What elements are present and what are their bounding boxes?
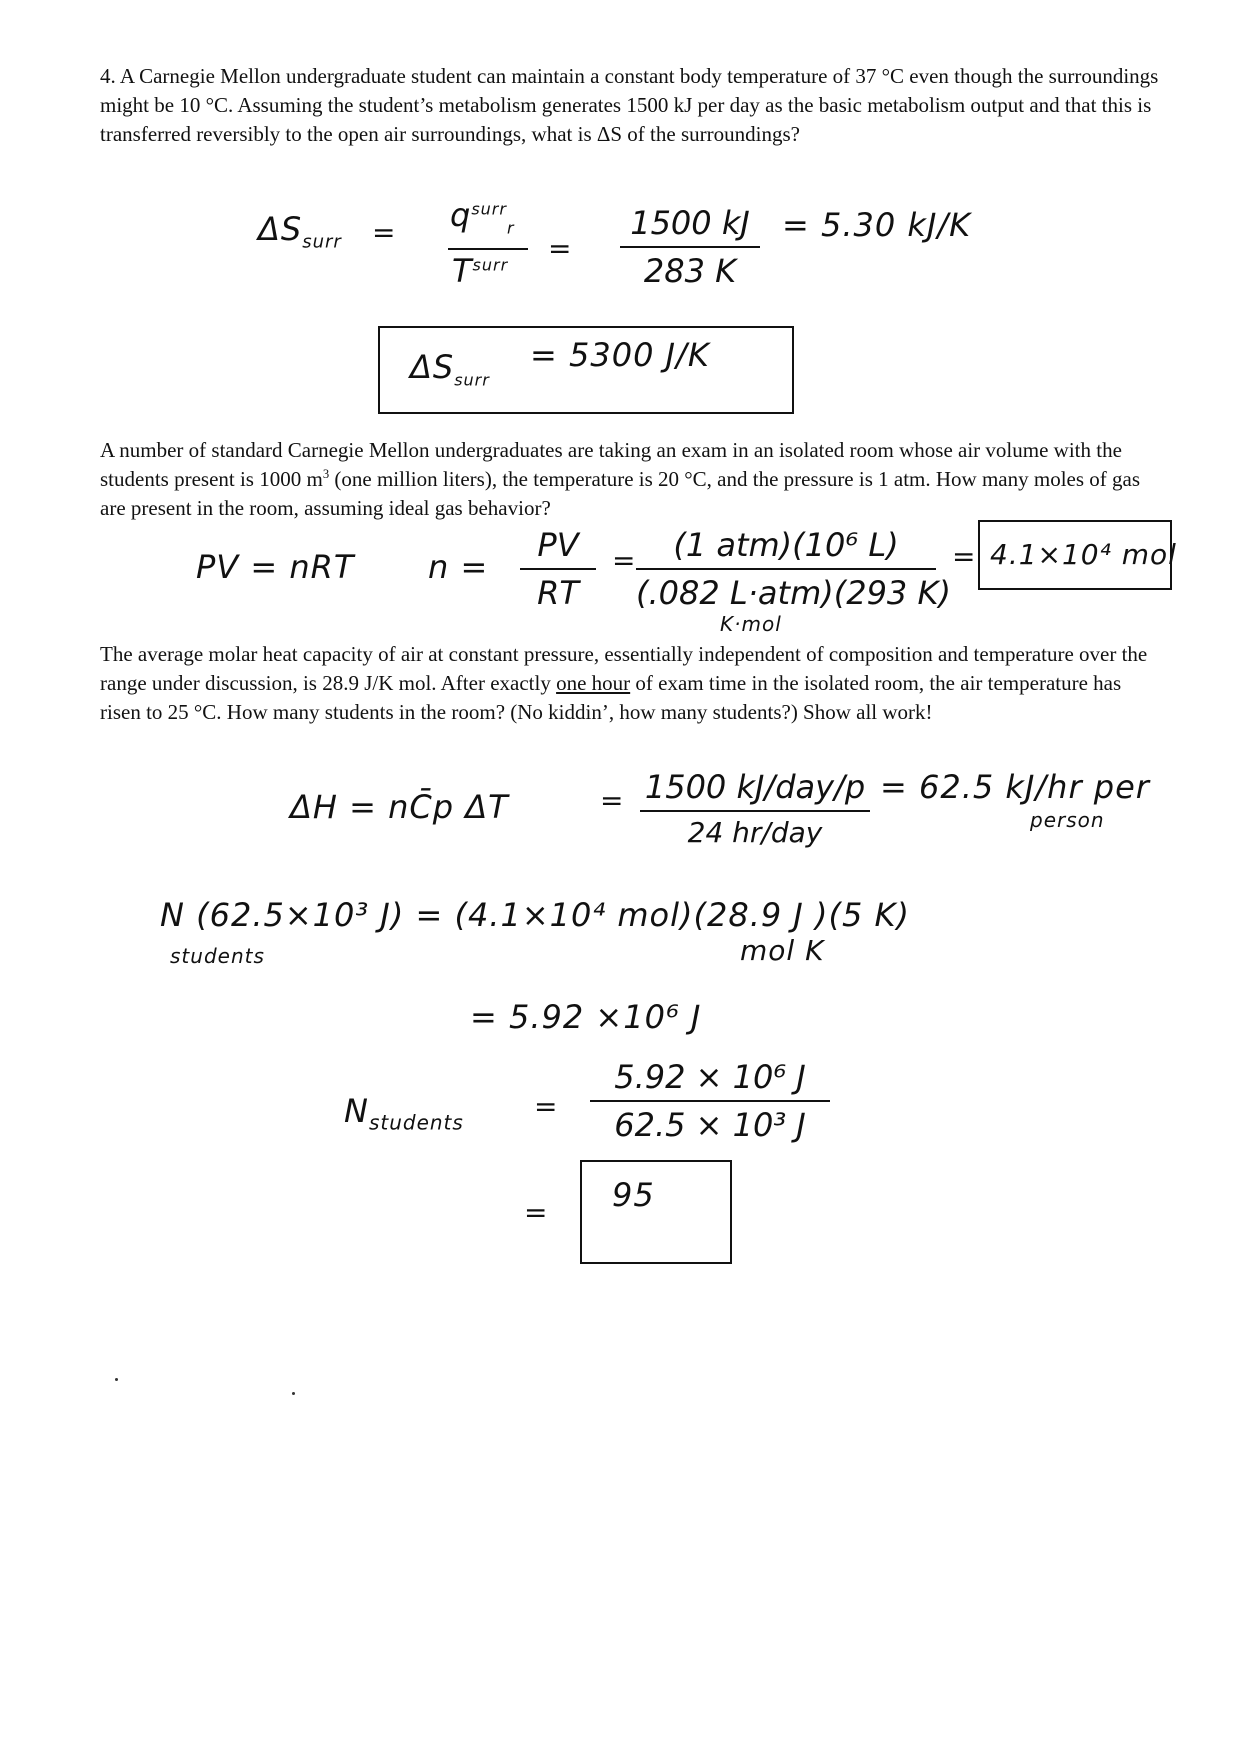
n-equals: n = [428,548,489,586]
n-students-label: $N_{students}$ [344,1092,464,1135]
delta-s-surr-label: $\Delta S_{surr}$ [258,210,342,253]
fraction-moles: (1 atm)(10⁶ L) (.082 L·atm)(293 K) [636,526,951,612]
problem-part2: A number of standard Carnegie Mellon undergraduates are taking an exam in an isolated room whose air volume with the students present is 1000 $m^3$ (one million liters), the temperature is 20 °C, and the pressure is 1 atm. How many moles of gas are present in the room, assuming ideal gas behavior? [100,438,1141,520]
fraction-1500kj-283k: 1500 kJ 283 K [620,204,760,290]
fraction-bar-q-over-t [448,248,528,250]
answer-box-students [580,1160,732,1264]
equals-sign-2: = [548,232,573,265]
result-5-30-kj-k: = 5.30 kJ/K [782,206,972,244]
equals-sign-final: = [524,1196,549,1229]
equals-sign-6: = [534,1090,559,1123]
fraction-pv-rt: PV RT [520,526,596,612]
final-answer: 95 [612,1176,655,1214]
problem-part3: The average molar heat capacity of air at constant pressure, essentially independent of composition and temperature over the range under discussion, is 28.9 J/K mol. After exactly one hour of exam time in the isolated room, the air temperature has risen to 25 °C. How many students in the room? (No kiddin’, how many students?) Show all work! [100,642,1148,724]
unit-k-mol: K·mol [720,612,782,636]
rate-result: = 62.5 kJ/hr per [880,768,1150,806]
moles-result: 4.1×10⁴ mol [990,538,1177,571]
rate-per-person: person [1030,808,1105,832]
q-rev-surr: $q^{surr}_r$ [450,196,515,238]
fraction-rate: 1500 kJ/day/p 24 hr/day [640,768,870,849]
n-students-equation: N (62.5×10³ J) = (4.1×10⁴ mol)(28.9 J )(5 K) [160,896,910,934]
boxed-delta-s-lhs: $\Delta S_{surr}$ [410,348,490,390]
unit-mol-k: mol K [740,934,825,967]
scan-speck [115,1378,118,1381]
equals-sign-3: = [612,544,637,577]
scan-speck [292,1392,295,1395]
t-surr: $T^{surr}$ [452,252,509,290]
equals-sign-1: = [372,216,397,249]
boxed-delta-s-value: = 5300 J/K [530,336,710,374]
total-heat: = 5.92 ×10⁶ J [470,998,702,1036]
ideal-gas-law: PV = nRT [196,548,355,586]
n-students-subscript: students [170,944,265,968]
equals-sign-4: = [952,540,977,573]
equals-sign-5: = [600,784,625,817]
problem-intro: 4. A Carnegie Mellon undergraduate student can maintain a constant body temperature of 37 °C even though the surroundings might be 10 °C. Assuming the student’s metabolism generates 1500 kJ per day as the basic metabolism output and that this is transferred reversibly to the open air surroundings, what is ΔS of the surroundings? [100,64,1159,146]
enthalpy-equation: ΔH = nC̄p ΔT [290,788,509,826]
fraction-ratio: 5.92 × 10⁶ J 62.5 × 10³ J [590,1058,830,1144]
